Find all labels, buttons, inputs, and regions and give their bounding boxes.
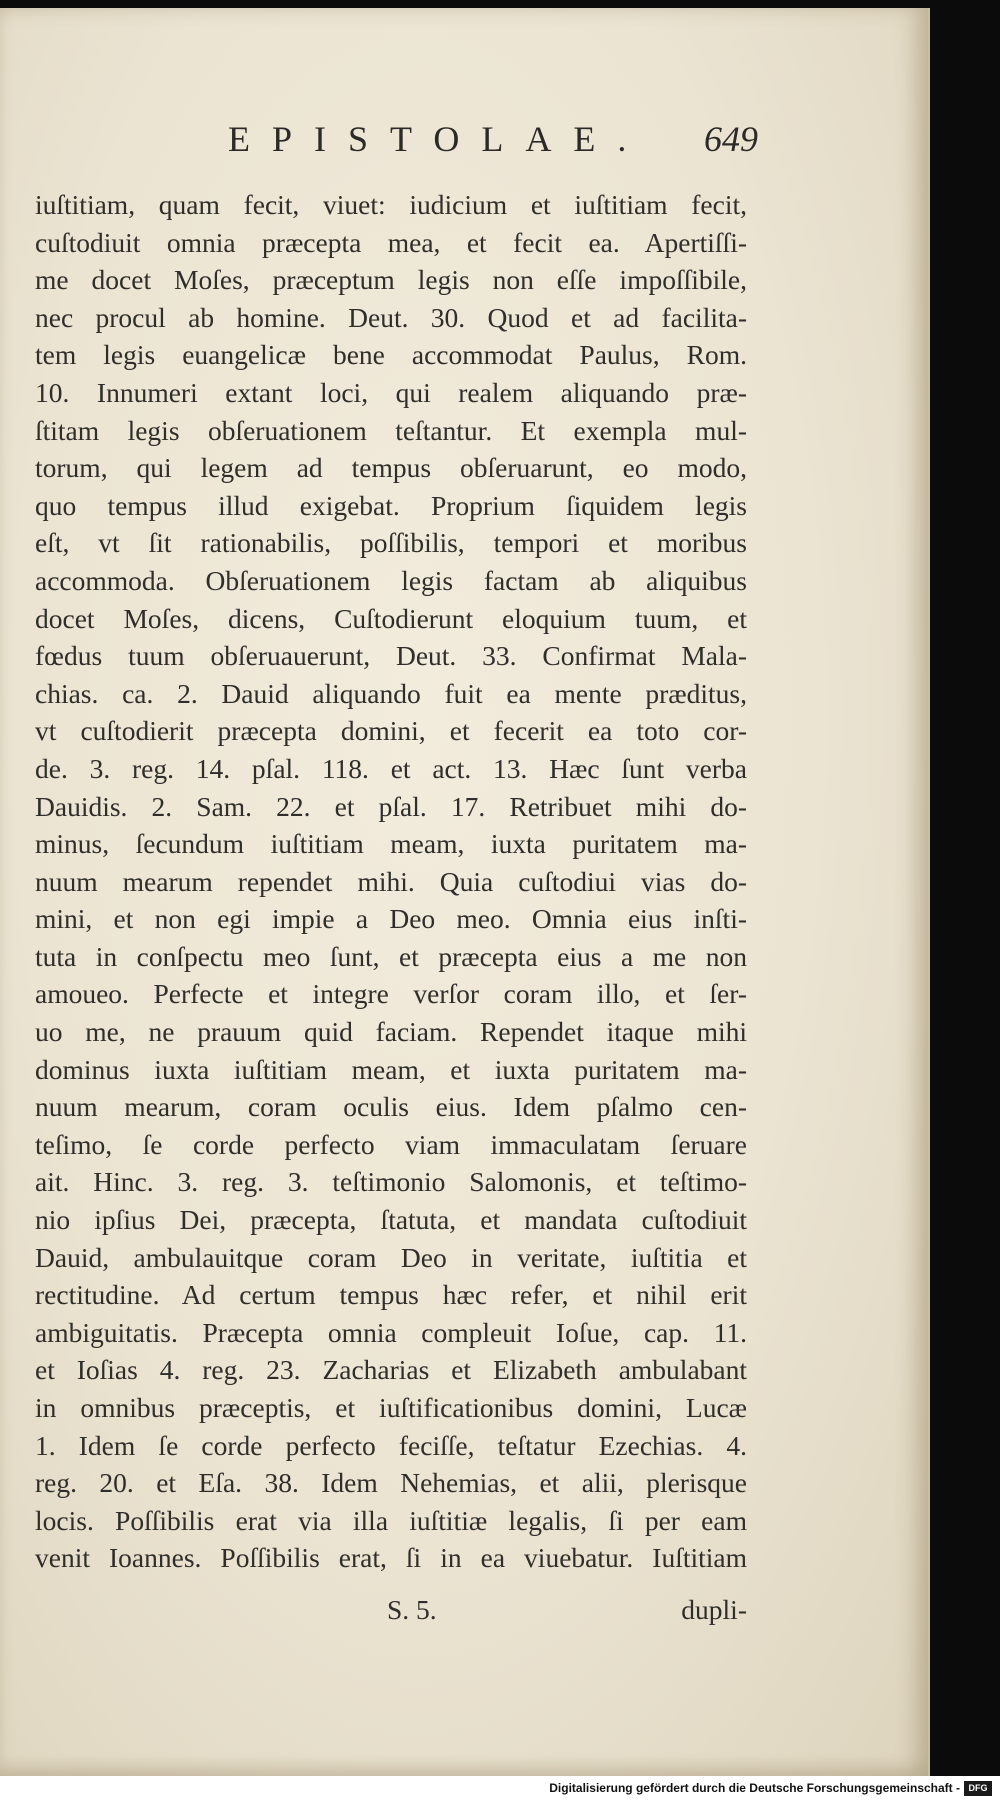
text-line: Dauid, ambulauitque coram Deo in veritate, iuſtitia et — [35, 1241, 747, 1273]
text-line: amoueo. Perfecte et integre verſor coram illo, et ſer- — [35, 978, 747, 1010]
text-line: cuſtodiuit omnia præcepta mea, et fecit ea. Apertiſſi- — [35, 226, 747, 258]
text-line: ſtitam legis obſeruationem teſtantur. Et exempla mul- — [35, 414, 747, 446]
text-line: et Ioſias 4. reg. 23. Zacharias et Elizabeth ambulabant — [35, 1354, 747, 1386]
text-line: minus, ſecundum iuſtitiam meam, iuxta puritatem ma- — [35, 828, 747, 860]
text-line: nuum mearum, coram oculis eius. Idem pſalmo cen- — [35, 1091, 747, 1123]
text-line: locis. Poſſibilis erat via illa iuſtitiæ legalis, ſi per eam — [35, 1504, 747, 1536]
text-line: ait. Hinc. 3. reg. 3. teſtimonio Salomonis, et teſtimo- — [35, 1166, 747, 1198]
text-line: rectitudine. Ad certum tempus hæc refer, et nihil erit — [35, 1279, 747, 1311]
text-line: torum, qui legem ad tempus obſeruarunt, eo modo, — [35, 452, 747, 484]
text-line: 1. Idem ſe corde perfecto feciſſe, teſtatur Ezechias. 4. — [35, 1429, 747, 1461]
text-line: teſimo, ſe corde perfecto viam immaculatam ſeruare — [35, 1128, 747, 1160]
text-line: uo me, ne prauum quid faciam. Rependet itaque mihi — [35, 1016, 747, 1048]
text-line: nec procul ab homine. Deut. 30. Quod et ad facilita- — [35, 301, 747, 333]
page-number: 649 — [704, 119, 758, 159]
text-line: docet Moſes, dicens, Cuſtodierunt eloquium tuum, et — [35, 602, 747, 634]
text-line: tuta in conſpectu meo ſunt, et præcepta eius a me non — [35, 940, 747, 972]
text-line: 10. Innumeri extant loci, qui realem aliquando præ- — [35, 376, 747, 408]
text-line: chias. ca. 2. Dauid aliquando fuit ea mente præditus, — [35, 677, 747, 709]
body-text — [35, 186, 747, 1577]
text-line: nio ipſius Dei, præcepta, ſtatuta, et mandata cuſtodiuit — [35, 1204, 747, 1236]
text-line: fœdus tuum obſeruauerunt, Deut. 33. Confirmat Mala- — [35, 640, 747, 672]
text-line: dominus iuxta iuſtitiam meam, et iuxta puritatem ma- — [35, 1053, 747, 1085]
digitization-credit: Digitalisierung gefördert durch die Deutsche Forschungsgemeinschaft - — [549, 1781, 960, 1795]
dfg-logo: DFG — [964, 1781, 992, 1796]
page-header — [228, 118, 758, 170]
book-page — [0, 8, 930, 1776]
text-line: de. 3. reg. 14. pſal. 118. et act. 13. Hæc ſunt verba — [35, 752, 747, 784]
signature-mark: S. 5. — [387, 1594, 437, 1625]
text-line: venit Ioannes. Poſſibilis erat, ſi in ea viuebatur. Iuſtitiam — [35, 1542, 747, 1574]
text-line: tem legis euangelicæ bene accommodat Paulus, Rom. — [35, 339, 747, 371]
text-line: in omnibus præceptis, et iuſtificationibus domini, Lucæ — [35, 1392, 747, 1423]
text-line: eſt, vt ſit rationabilis, poſſibilis, tempori et moribus — [35, 527, 747, 559]
page-footer-line — [35, 1591, 747, 1629]
text-line: Dauidis. 2. Sam. 22. et pſal. 17. Retribuet mihi do- — [35, 790, 747, 822]
text-line: reg. 20. et Eſa. 38. Idem Nehemias, et alii, plerisque — [35, 1467, 747, 1499]
text-line: ambiguitatis. Præcepta omnia compleuit Ioſue, cap. 11. — [35, 1316, 747, 1348]
text-line: vt cuſtodierit præcepta domini, et fecerit ea toto cor- — [35, 715, 747, 747]
text-line: mini, et non egi impie a Deo meo. Omnia eius inſti- — [35, 903, 747, 935]
digitization-footer — [0, 1776, 1000, 1803]
text-line: quo tempus illud exigebat. Proprium ſiquidem legis — [35, 489, 747, 521]
catchword: dupli- — [681, 1594, 747, 1625]
text-line: nuum mearum rependet mihi. Quia cuſtodiui vias do- — [35, 865, 747, 897]
running-title: EPISTOLAE. — [228, 119, 649, 159]
text-line: accommoda. Obſeruationem legis factam ab aliquibus — [35, 564, 747, 596]
text-line: me docet Moſes, præceptum legis non eſſe impoſſibile, — [35, 264, 747, 296]
text-line: iuſtitiam, quam fecit, viuet: iudicium et iuſtitiam fecit, — [35, 189, 747, 220]
